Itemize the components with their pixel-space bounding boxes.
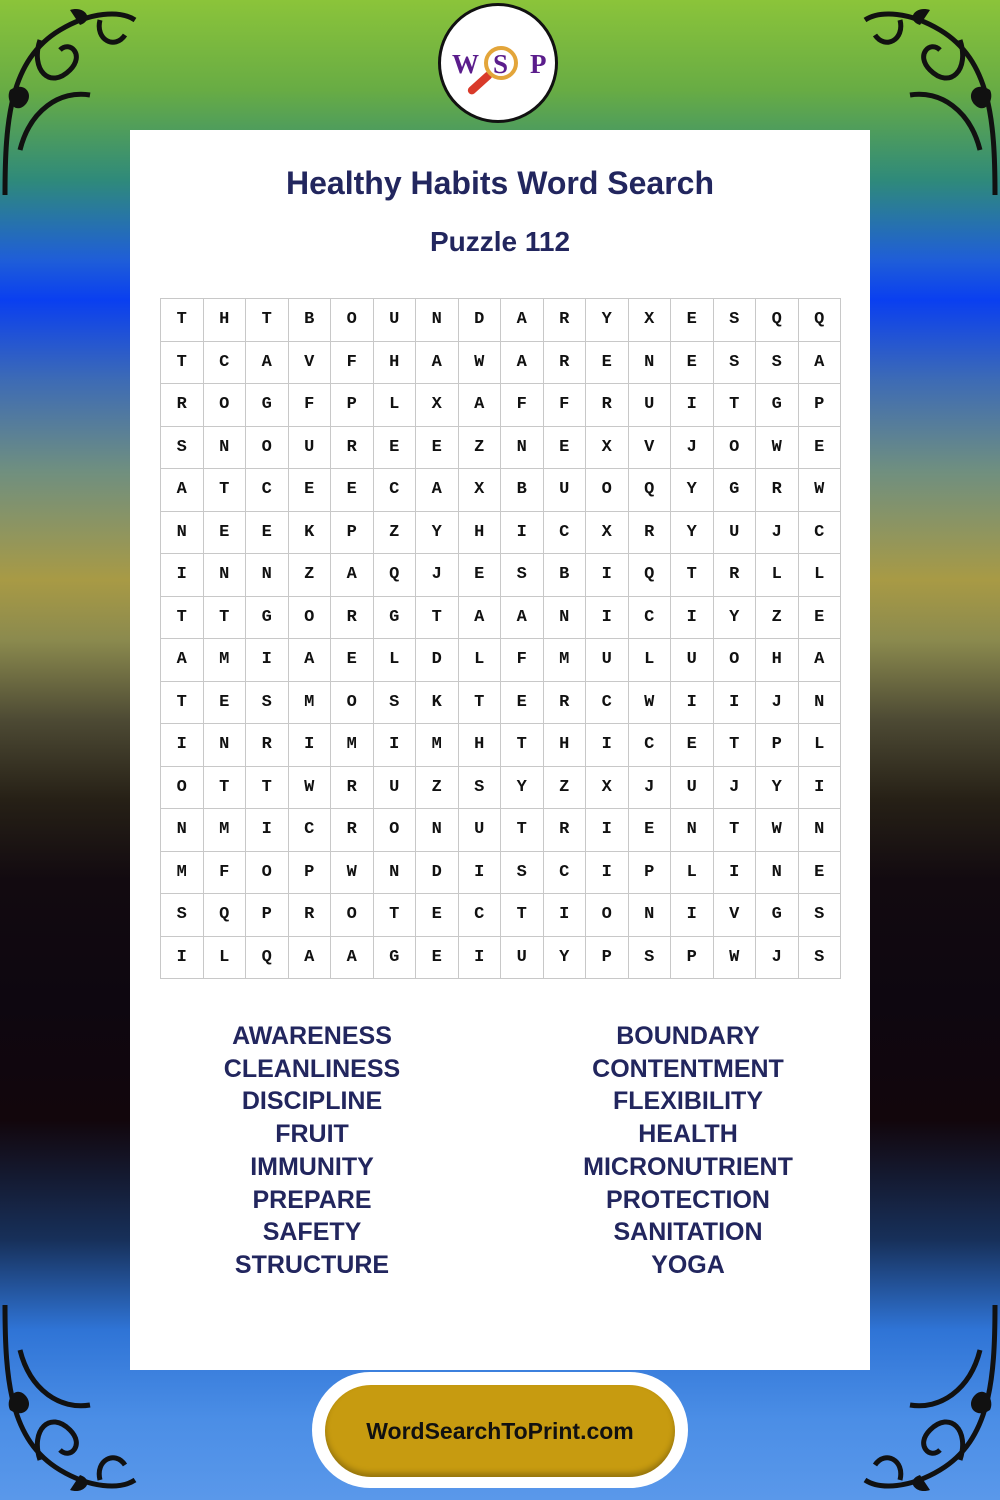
grid-cell[interactable]: U bbox=[544, 469, 587, 512]
grid-cell[interactable]: P bbox=[756, 724, 799, 767]
grid-cell[interactable]: W bbox=[289, 767, 332, 810]
grid-cell[interactable]: P bbox=[331, 384, 374, 427]
grid-cell[interactable]: I bbox=[246, 809, 289, 852]
grid-cell[interactable]: F bbox=[289, 384, 332, 427]
grid-cell[interactable]: L bbox=[374, 639, 417, 682]
grid-cell[interactable]: F bbox=[204, 852, 247, 895]
grid-cell[interactable]: Q bbox=[374, 554, 417, 597]
grid-cell[interactable]: I bbox=[501, 512, 544, 555]
grid-cell[interactable]: J bbox=[756, 937, 799, 980]
word-list-item: PREPARE bbox=[252, 1185, 372, 1214]
grid-cell[interactable]: I bbox=[799, 767, 842, 810]
grid-cell[interactable]: W bbox=[629, 682, 672, 725]
grid-cell[interactable]: P bbox=[289, 852, 332, 895]
grid-cell[interactable]: T bbox=[161, 342, 204, 385]
grid-cell[interactable]: R bbox=[544, 299, 587, 342]
grid-cell[interactable]: O bbox=[331, 682, 374, 725]
grid-cell[interactable]: J bbox=[629, 767, 672, 810]
grid-cell[interactable]: E bbox=[204, 682, 247, 725]
word-list-item: DISCIPLINE bbox=[241, 1087, 383, 1116]
grid-cell[interactable]: N bbox=[204, 724, 247, 767]
grid-cell[interactable]: O bbox=[161, 767, 204, 810]
grid-cell[interactable]: E bbox=[331, 639, 374, 682]
grid-cell[interactable]: Z bbox=[374, 512, 417, 555]
grid-cell[interactable]: Y bbox=[586, 299, 629, 342]
grid-cell[interactable]: A bbox=[289, 639, 332, 682]
grid-cell[interactable]: H bbox=[459, 724, 502, 767]
grid-cell[interactable]: X bbox=[586, 427, 629, 470]
grid-cell[interactable]: L bbox=[374, 384, 417, 427]
grid-cell[interactable]: S bbox=[246, 682, 289, 725]
grid-cell[interactable]: W bbox=[799, 469, 842, 512]
grid-cell[interactable]: G bbox=[374, 597, 417, 640]
grid-cell[interactable]: F bbox=[331, 342, 374, 385]
grid-cell[interactable]: I bbox=[161, 724, 204, 767]
grid-cell[interactable]: S bbox=[714, 299, 757, 342]
grid-cell[interactable]: I bbox=[544, 894, 587, 937]
grid-cell[interactable]: A bbox=[501, 342, 544, 385]
grid-cell[interactable]: C bbox=[544, 852, 587, 895]
grid-cell[interactable]: L bbox=[756, 554, 799, 597]
grid-cell[interactable]: O bbox=[374, 809, 417, 852]
grid-cell[interactable]: W bbox=[714, 937, 757, 980]
grid-cell[interactable]: A bbox=[799, 342, 842, 385]
grid-cell[interactable]: S bbox=[799, 937, 842, 980]
grid-cell[interactable]: L bbox=[799, 724, 842, 767]
grid-cell[interactable]: Y bbox=[756, 767, 799, 810]
grid-cell[interactable]: C bbox=[204, 342, 247, 385]
grid-cell[interactable]: I bbox=[586, 597, 629, 640]
grid-cell[interactable]: Z bbox=[544, 767, 587, 810]
grid-cell[interactable]: W bbox=[756, 809, 799, 852]
grid-cell[interactable]: U bbox=[374, 299, 417, 342]
grid-cell[interactable]: R bbox=[544, 809, 587, 852]
grid-cell[interactable]: I bbox=[586, 809, 629, 852]
grid-cell[interactable]: Z bbox=[416, 767, 459, 810]
grid-cell[interactable]: U bbox=[629, 384, 672, 427]
grid-cell[interactable]: M bbox=[204, 639, 247, 682]
grid-cell[interactable]: L bbox=[671, 852, 714, 895]
grid-cell[interactable]: T bbox=[459, 682, 502, 725]
grid-cell[interactable]: A bbox=[161, 469, 204, 512]
grid-cell[interactable]: J bbox=[416, 554, 459, 597]
grid-cell[interactable]: N bbox=[799, 682, 842, 725]
grid-cell[interactable]: J bbox=[756, 512, 799, 555]
grid-cell[interactable]: N bbox=[544, 597, 587, 640]
grid-cell[interactable]: Q bbox=[629, 469, 672, 512]
grid-cell[interactable]: I bbox=[714, 682, 757, 725]
grid-cell[interactable]: T bbox=[204, 597, 247, 640]
grid-cell[interactable]: M bbox=[544, 639, 587, 682]
grid-cell[interactable]: S bbox=[799, 894, 842, 937]
grid-cell[interactable]: H bbox=[374, 342, 417, 385]
grid-cell[interactable]: P bbox=[629, 852, 672, 895]
grid-cell[interactable]: T bbox=[501, 724, 544, 767]
grid-cell[interactable]: S bbox=[629, 937, 672, 980]
grid-cell[interactable]: Z bbox=[459, 427, 502, 470]
grid-cell[interactable]: G bbox=[246, 384, 289, 427]
grid-cell[interactable]: A bbox=[161, 639, 204, 682]
grid-cell[interactable]: Y bbox=[501, 767, 544, 810]
grid-cell[interactable]: X bbox=[586, 767, 629, 810]
grid-cell[interactable]: E bbox=[799, 852, 842, 895]
grid-cell[interactable]: C bbox=[629, 597, 672, 640]
grid-cell[interactable]: R bbox=[331, 597, 374, 640]
grid-cell[interactable]: U bbox=[374, 767, 417, 810]
grid-cell[interactable]: E bbox=[501, 682, 544, 725]
grid-cell[interactable]: O bbox=[331, 894, 374, 937]
grid-cell[interactable]: T bbox=[714, 809, 757, 852]
grid-cell[interactable]: R bbox=[246, 724, 289, 767]
grid-cell[interactable]: S bbox=[161, 894, 204, 937]
grid-cell[interactable]: O bbox=[714, 427, 757, 470]
grid-cell[interactable]: N bbox=[629, 894, 672, 937]
grid-cell[interactable]: E bbox=[416, 894, 459, 937]
grid-cell[interactable]: E bbox=[671, 724, 714, 767]
grid-cell[interactable]: Y bbox=[671, 469, 714, 512]
grid-cell[interactable]: T bbox=[671, 554, 714, 597]
grid-cell[interactable]: I bbox=[289, 724, 332, 767]
grid-cell[interactable]: O bbox=[246, 427, 289, 470]
grid-cell[interactable]: N bbox=[416, 299, 459, 342]
grid-cell[interactable]: C bbox=[586, 682, 629, 725]
grid-cell[interactable]: E bbox=[416, 937, 459, 980]
grid-cell[interactable]: G bbox=[756, 384, 799, 427]
grid-cell[interactable]: C bbox=[459, 894, 502, 937]
grid-cell[interactable]: X bbox=[416, 384, 459, 427]
grid-cell[interactable]: I bbox=[161, 937, 204, 980]
grid-cell[interactable]: Q bbox=[204, 894, 247, 937]
word-list-item: FLEXIBILITY bbox=[613, 1087, 763, 1116]
grid-cell[interactable]: K bbox=[416, 682, 459, 725]
grid-cell[interactable]: E bbox=[671, 299, 714, 342]
site-logo[interactable] bbox=[438, 3, 558, 123]
grid-cell[interactable]: I bbox=[374, 724, 417, 767]
grid-cell[interactable]: T bbox=[246, 767, 289, 810]
puzzle-number: Puzzle 112 bbox=[429, 226, 571, 257]
grid-cell[interactable]: X bbox=[629, 299, 672, 342]
grid-cell[interactable]: S bbox=[714, 342, 757, 385]
grid-cell[interactable]: E bbox=[799, 427, 842, 470]
grid-cell[interactable]: C bbox=[246, 469, 289, 512]
grid-cell[interactable]: T bbox=[161, 597, 204, 640]
letter-grid bbox=[160, 298, 841, 979]
grid-cell[interactable]: Z bbox=[289, 554, 332, 597]
grid-cell[interactable]: R bbox=[586, 384, 629, 427]
grid-cell[interactable]: P bbox=[586, 937, 629, 980]
grid-cell[interactable]: C bbox=[629, 724, 672, 767]
word-list-item: YOGA bbox=[651, 1250, 725, 1279]
grid-cell[interactable]: H bbox=[459, 512, 502, 555]
grid-cell[interactable]: T bbox=[374, 894, 417, 937]
grid-cell[interactable]: V bbox=[629, 427, 672, 470]
grid-cell[interactable]: P bbox=[246, 894, 289, 937]
logo-letter-p: P bbox=[530, 49, 547, 79]
grid-cell[interactable]: S bbox=[756, 342, 799, 385]
grid-cell[interactable]: J bbox=[756, 682, 799, 725]
grid-cell[interactable]: Q bbox=[246, 937, 289, 980]
grid-cell[interactable]: D bbox=[416, 639, 459, 682]
grid-cell[interactable]: N bbox=[374, 852, 417, 895]
grid-cell[interactable]: B bbox=[501, 469, 544, 512]
grid-cell[interactable]: U bbox=[586, 639, 629, 682]
grid-cell[interactable]: I bbox=[246, 639, 289, 682]
grid-cell[interactable]: I bbox=[671, 894, 714, 937]
grid-cell[interactable]: I bbox=[161, 554, 204, 597]
grid-cell[interactable]: I bbox=[459, 937, 502, 980]
word-list-item: SAFETY bbox=[262, 1218, 362, 1247]
grid-cell[interactable]: N bbox=[204, 554, 247, 597]
grid-cell[interactable]: Y bbox=[416, 512, 459, 555]
grid-cell[interactable]: N bbox=[799, 809, 842, 852]
grid-cell[interactable]: A bbox=[416, 342, 459, 385]
grid-cell[interactable]: T bbox=[246, 299, 289, 342]
grid-cell[interactable]: O bbox=[246, 852, 289, 895]
grid-cell[interactable]: U bbox=[671, 767, 714, 810]
grid-cell[interactable]: C bbox=[544, 512, 587, 555]
grid-cell[interactable]: U bbox=[501, 937, 544, 980]
grid-cell[interactable]: X bbox=[459, 469, 502, 512]
word-list-left bbox=[152, 1020, 472, 1282]
grid-cell[interactable]: R bbox=[331, 809, 374, 852]
grid-cell[interactable]: P bbox=[671, 937, 714, 980]
grid-cell[interactable]: Y bbox=[671, 512, 714, 555]
grid-cell[interactable]: E bbox=[246, 512, 289, 555]
grid-cell[interactable]: Y bbox=[544, 937, 587, 980]
grid-cell[interactable]: R bbox=[756, 469, 799, 512]
grid-cell[interactable]: V bbox=[289, 342, 332, 385]
grid-cell[interactable]: S bbox=[459, 767, 502, 810]
grid-cell[interactable]: T bbox=[161, 299, 204, 342]
grid-cell[interactable]: P bbox=[799, 384, 842, 427]
grid-cell[interactable]: N bbox=[501, 427, 544, 470]
grid-cell[interactable]: C bbox=[289, 809, 332, 852]
grid-cell[interactable]: Q bbox=[799, 299, 842, 342]
grid-cell[interactable]: V bbox=[714, 894, 757, 937]
grid-cell[interactable]: E bbox=[374, 427, 417, 470]
grid-cell[interactable]: Y bbox=[714, 597, 757, 640]
grid-cell[interactable]: Q bbox=[629, 554, 672, 597]
grid-cell[interactable]: M bbox=[204, 809, 247, 852]
word-list-item: STRUCTURE bbox=[234, 1250, 390, 1279]
grid-cell[interactable]: X bbox=[586, 512, 629, 555]
grid-cell[interactable]: N bbox=[671, 809, 714, 852]
grid-cell[interactable]: M bbox=[331, 724, 374, 767]
word-list-item: BOUNDARY bbox=[616, 1022, 760, 1050]
grid-cell[interactable]: U bbox=[289, 427, 332, 470]
word-list-item: FRUIT bbox=[275, 1120, 349, 1149]
grid-cell[interactable]: A bbox=[246, 342, 289, 385]
grid-cell[interactable]: O bbox=[289, 597, 332, 640]
grid-cell[interactable]: C bbox=[799, 512, 842, 555]
grid-cell[interactable]: E bbox=[331, 469, 374, 512]
grid-cell[interactable]: J bbox=[714, 767, 757, 810]
grid-cell[interactable]: Q bbox=[756, 299, 799, 342]
grid-cell[interactable]: R bbox=[331, 427, 374, 470]
grid-cell[interactable]: W bbox=[756, 427, 799, 470]
grid-cell[interactable]: H bbox=[204, 299, 247, 342]
word-list-item: PROTECTION bbox=[606, 1185, 770, 1214]
grid-cell[interactable]: M bbox=[161, 852, 204, 895]
grid-cell[interactable]: Z bbox=[756, 597, 799, 640]
grid-cell[interactable]: I bbox=[459, 852, 502, 895]
word-list-item: HEALTH bbox=[638, 1120, 738, 1149]
grid-cell[interactable]: R bbox=[331, 767, 374, 810]
grid-cell[interactable]: I bbox=[714, 852, 757, 895]
grid-cell[interactable]: E bbox=[799, 597, 842, 640]
grid-cell[interactable]: O bbox=[586, 894, 629, 937]
logo-letter-s: S bbox=[493, 49, 509, 79]
grid-cell[interactable]: S bbox=[501, 852, 544, 895]
corner-flourish-bottom-right bbox=[860, 1300, 1000, 1500]
grid-cell[interactable]: T bbox=[501, 894, 544, 937]
grid-cell[interactable]: R bbox=[544, 342, 587, 385]
grid-cell[interactable]: W bbox=[331, 852, 374, 895]
grid-cell[interactable]: L bbox=[799, 554, 842, 597]
grid-cell[interactable]: K bbox=[289, 512, 332, 555]
grid-cell[interactable]: S bbox=[501, 554, 544, 597]
word-list-item: CLEANLINESS bbox=[223, 1054, 401, 1083]
grid-cell[interactable]: D bbox=[416, 852, 459, 895]
grid-cell[interactable]: T bbox=[416, 597, 459, 640]
grid-cell[interactable]: R bbox=[289, 894, 332, 937]
grid-cell[interactable]: E bbox=[204, 512, 247, 555]
grid-cell[interactable]: N bbox=[629, 342, 672, 385]
grid-cell[interactable]: C bbox=[374, 469, 417, 512]
grid-cell[interactable]: I bbox=[671, 597, 714, 640]
grid-cell[interactable]: G bbox=[246, 597, 289, 640]
grid-cell[interactable]: E bbox=[629, 809, 672, 852]
grid-cell[interactable]: T bbox=[204, 469, 247, 512]
grid-cell[interactable]: A bbox=[331, 937, 374, 980]
word-list-item: IMMUNITY bbox=[250, 1152, 374, 1181]
word-list-item: CONTENTMENT bbox=[592, 1054, 784, 1083]
grid-cell[interactable]: W bbox=[459, 342, 502, 385]
grid-cell[interactable]: U bbox=[459, 809, 502, 852]
grid-cell[interactable]: A bbox=[459, 597, 502, 640]
grid-cell[interactable]: T bbox=[714, 724, 757, 767]
grid-cell[interactable]: L bbox=[459, 639, 502, 682]
grid-cell[interactable]: M bbox=[289, 682, 332, 725]
grid-cell[interactable]: R bbox=[544, 682, 587, 725]
page-title: Healthy Habits Word Search bbox=[286, 165, 714, 201]
grid-cell[interactable]: L bbox=[629, 639, 672, 682]
grid-cell[interactable]: I bbox=[586, 724, 629, 767]
grid-cell[interactable]: E bbox=[289, 469, 332, 512]
grid-cell[interactable]: N bbox=[756, 852, 799, 895]
grid-cell[interactable]: A bbox=[331, 554, 374, 597]
logo-letter-w: W bbox=[452, 49, 479, 79]
grid-cell[interactable]: L bbox=[204, 937, 247, 980]
grid-cell[interactable]: A bbox=[289, 937, 332, 980]
grid-cell[interactable]: O bbox=[586, 469, 629, 512]
grid-cell[interactable]: N bbox=[416, 809, 459, 852]
grid-cell[interactable]: O bbox=[714, 639, 757, 682]
grid-cell[interactable]: N bbox=[161, 512, 204, 555]
grid-cell[interactable]: T bbox=[714, 384, 757, 427]
grid-cell[interactable]: G bbox=[714, 469, 757, 512]
grid-cell[interactable]: S bbox=[374, 682, 417, 725]
word-list-item: AWARENESS bbox=[232, 1022, 392, 1050]
grid-cell[interactable]: E bbox=[416, 427, 459, 470]
grid-cell[interactable]: O bbox=[204, 384, 247, 427]
grid-cell[interactable]: F bbox=[501, 639, 544, 682]
grid-cell[interactable]: A bbox=[459, 384, 502, 427]
grid-cell[interactable]: I bbox=[586, 554, 629, 597]
word-list-item: MICRONUTRIENT bbox=[583, 1152, 793, 1181]
grid-cell[interactable]: A bbox=[799, 639, 842, 682]
grid-cell[interactable]: O bbox=[331, 299, 374, 342]
word-list-right bbox=[528, 1020, 848, 1282]
grid-cell[interactable]: R bbox=[714, 554, 757, 597]
grid-cell[interactable]: N bbox=[204, 427, 247, 470]
grid-cell[interactable]: B bbox=[544, 554, 587, 597]
grid-cell[interactable]: P bbox=[331, 512, 374, 555]
grid-cell[interactable]: A bbox=[501, 299, 544, 342]
grid-cell[interactable]: T bbox=[204, 767, 247, 810]
grid-cell[interactable]: E bbox=[671, 342, 714, 385]
grid-cell[interactable]: E bbox=[459, 554, 502, 597]
grid-cell[interactable]: E bbox=[586, 342, 629, 385]
grid-cell[interactable]: T bbox=[161, 682, 204, 725]
grid-cell[interactable]: H bbox=[756, 639, 799, 682]
corner-flourish-bottom-left bbox=[0, 1300, 140, 1500]
grid-cell[interactable]: F bbox=[501, 384, 544, 427]
grid-cell[interactable]: U bbox=[671, 639, 714, 682]
grid-cell[interactable]: H bbox=[544, 724, 587, 767]
grid-cell[interactable]: N bbox=[161, 809, 204, 852]
grid-cell[interactable]: A bbox=[501, 597, 544, 640]
grid-cell[interactable]: F bbox=[544, 384, 587, 427]
grid-cell[interactable]: G bbox=[756, 894, 799, 937]
grid-cell[interactable]: N bbox=[246, 554, 289, 597]
grid-cell[interactable]: G bbox=[374, 937, 417, 980]
grid-cell[interactable]: I bbox=[586, 852, 629, 895]
grid-cell[interactable]: I bbox=[671, 682, 714, 725]
grid-cell[interactable]: S bbox=[161, 427, 204, 470]
grid-cell[interactable]: U bbox=[714, 512, 757, 555]
grid-cell[interactable]: A bbox=[416, 469, 459, 512]
site-link-button[interactable]: WordSearchToPrint.com bbox=[325, 1385, 675, 1477]
grid-cell[interactable]: B bbox=[289, 299, 332, 342]
grid-cell[interactable]: D bbox=[459, 299, 502, 342]
grid-cell[interactable]: M bbox=[416, 724, 459, 767]
grid-cell[interactable]: R bbox=[161, 384, 204, 427]
grid-cell[interactable]: J bbox=[671, 427, 714, 470]
grid-cell[interactable]: E bbox=[544, 427, 587, 470]
grid-cell[interactable]: T bbox=[501, 809, 544, 852]
word-list-item: SANITATION bbox=[613, 1218, 763, 1247]
grid-cell[interactable]: R bbox=[629, 512, 672, 555]
grid-cell[interactable]: I bbox=[671, 384, 714, 427]
